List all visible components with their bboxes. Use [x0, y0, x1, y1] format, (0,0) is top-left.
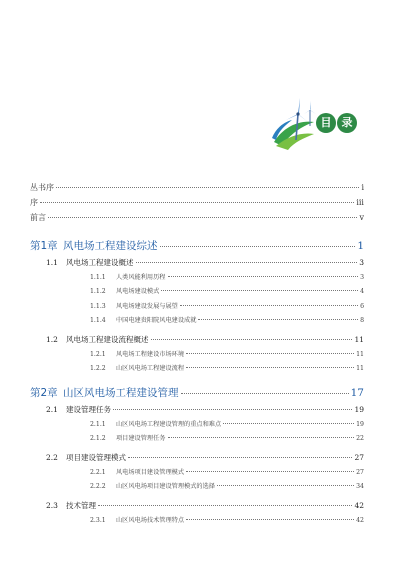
toc-leader-dots [161, 290, 358, 291]
toc-leader-dots [180, 305, 358, 306]
toc-entry-number: 1.1.2 [90, 288, 106, 295]
toc-leader-dots [198, 319, 358, 320]
toc-entry-number: 第1章 [30, 240, 58, 252]
toc-entry-number: 2.2 [46, 453, 58, 462]
toc-entry-label [90, 315, 196, 324]
toc-entry-title: 风电场工程建设综述 [63, 240, 158, 252]
toc-entry-label [46, 334, 149, 345]
toc-entry-title: 山区风电场项目建设管理模式的选择 [116, 483, 215, 490]
toc-page-number: v [359, 213, 364, 222]
toc-entry-title: 丛书序 [30, 183, 54, 192]
toc-entry-title: 人类风能利用历程 [116, 273, 166, 281]
toc-leader-dots [168, 437, 355, 438]
toc-page-number: 34 [356, 483, 364, 490]
toc-page-number: 11 [354, 335, 364, 344]
toc-section-entry[interactable] [30, 257, 364, 268]
toc-subsection-entry[interactable] [30, 515, 364, 524]
toc-section-entry[interactable] [30, 334, 364, 345]
toc-entry-number: 第2章 [30, 387, 58, 399]
toc-entry-number: 2.1.1 [90, 420, 106, 428]
toc-page-number: 6 [360, 302, 364, 310]
toc-entry-label [90, 419, 221, 428]
toc-entry-number: 2.2.2 [90, 483, 106, 490]
toc-entry-title: 风电场项目建设管理模式 [116, 468, 185, 476]
toc-subsection-entry[interactable] [30, 301, 364, 310]
toc-entry-number: 1.1.4 [90, 317, 106, 324]
toc-entry-label [90, 433, 166, 442]
toc-front-entry[interactable] [30, 182, 364, 193]
toc-leader-dots [181, 393, 349, 394]
toc-entry-label [46, 500, 96, 511]
toc-page-number: 22 [356, 435, 364, 442]
toc-entry-label [46, 404, 111, 415]
toc-page-number: 19 [354, 405, 364, 414]
toc-entry-title: 前言 [30, 213, 46, 222]
toc-chapter-entry[interactable] [30, 385, 364, 400]
toc-leader-dots [186, 471, 354, 472]
toc-page-number: iii [356, 198, 364, 207]
toc-subsection-entry[interactable] [30, 286, 364, 295]
toc-page-number: 19 [356, 420, 364, 428]
toc-entry-title: 山区风电场工程建设管理 [63, 387, 179, 399]
toc-section-entry[interactable] [30, 452, 364, 463]
toc-logo-char: 录 [337, 113, 357, 133]
toc-entry-label [90, 467, 184, 476]
toc-entry-label [90, 481, 215, 490]
toc-entry-title: 序 [30, 198, 38, 207]
toc-page-number: 11 [356, 350, 364, 358]
toc-entry-number: 1.1 [46, 258, 58, 267]
toc-page-number: 42 [354, 501, 364, 510]
toc-leader-dots [98, 505, 352, 506]
toc-entry-title: 技术管理 [66, 501, 96, 510]
toc-entry-label [90, 515, 184, 524]
toc-entry-label [90, 349, 184, 358]
toc-chapter-entry[interactable] [30, 238, 364, 253]
toc-leader-dots [113, 409, 352, 410]
toc-leader-dots [128, 457, 352, 458]
toc-page-number: 27 [354, 453, 364, 462]
toc-entry-label [90, 363, 184, 372]
toc-leader-dots [56, 187, 359, 188]
toc-subsection-entry[interactable] [30, 363, 364, 372]
toc-entry-number: 1.2.1 [90, 350, 106, 358]
toc-page-number: 3 [360, 273, 364, 281]
toc-entry-title: 风电场工程建设概述 [66, 258, 134, 267]
toc-page-number: 11 [356, 365, 364, 372]
toc-entry-number: 2.1.2 [90, 435, 106, 442]
toc-logo [270, 96, 370, 152]
toc-entry-title: 风电场建设模式 [116, 288, 160, 295]
toc-section-entry[interactable] [30, 500, 364, 511]
toc-leader-dots [186, 519, 354, 520]
toc-page-number: 42 [356, 516, 364, 524]
toc-entry-title: 山区风电场工程建设管理的重点和难点 [116, 420, 222, 428]
toc-entry-number: 2.3.1 [90, 516, 106, 524]
toc-front-entry[interactable] [30, 197, 364, 208]
toc-entry-label [30, 182, 54, 193]
toc-page-number: 27 [356, 468, 364, 476]
toc-subsection-entry[interactable] [30, 349, 364, 358]
toc-entry-number: 2.2.1 [90, 468, 106, 476]
toc-front-entry[interactable] [30, 212, 364, 223]
toc-page-number: 3 [359, 258, 364, 267]
toc-entry-label [46, 452, 126, 463]
toc-leader-dots [168, 276, 359, 277]
toc-page-number: 8 [360, 317, 364, 324]
toc-entry-number: 1.2 [46, 335, 58, 344]
toc-entry-label [90, 272, 166, 281]
toc-leader-dots [151, 339, 353, 340]
toc-entry-label [30, 238, 158, 253]
toc-subsection-entry[interactable] [30, 419, 364, 428]
toc-leader-dots [40, 202, 354, 203]
toc-logo-char: 目 [316, 113, 336, 133]
toc-entry-number: 1.1.1 [90, 273, 106, 281]
toc-subsection-entry[interactable] [30, 433, 364, 442]
toc-entry-title: 建设管理任务 [66, 405, 111, 414]
toc-entry-title: 山区风电场技术管理特点 [116, 516, 185, 524]
toc-entry-label [30, 212, 46, 223]
toc-subsection-entry[interactable] [30, 481, 364, 490]
toc-entry-number: 1.2.2 [90, 365, 106, 372]
toc-entry-title: 风电场建设发展与展望 [116, 302, 178, 310]
toc-leader-dots [136, 262, 358, 263]
toc-entry-title: 项目建设管理任务 [116, 435, 166, 442]
toc-leader-dots [160, 246, 356, 247]
toc-entry-label [46, 257, 134, 268]
toc-subsection-entry[interactable] [30, 272, 364, 281]
toc-entry-title: 风电场工程建设市场环境 [116, 350, 185, 358]
toc-entry-number: 2.3 [46, 501, 58, 510]
toc-entry-title: 山区风电场工程建设流程 [116, 365, 185, 372]
toc-leader-dots [217, 485, 354, 486]
toc-subsection-entry[interactable] [30, 467, 364, 476]
toc-entry-label [30, 385, 179, 400]
toc-entry-number: 2.1 [46, 405, 58, 414]
toc-entry-label [90, 286, 159, 295]
toc-entry-label [90, 301, 178, 310]
toc-page-number: 17 [350, 387, 364, 399]
toc-entry-number: 1.1.3 [90, 302, 106, 310]
toc-page-number: i [361, 183, 364, 192]
toc-entry-label [30, 197, 38, 208]
toc-leader-dots [186, 367, 354, 368]
toc-section-entry[interactable] [30, 404, 364, 415]
toc-leader-dots [186, 353, 354, 354]
toc-page-number: 4 [360, 288, 364, 295]
toc-leader-dots [48, 217, 357, 218]
toc-leader-dots [223, 423, 354, 424]
toc-entry-title: 中国电建贵阳院风电建设成就 [116, 317, 197, 324]
toc-entry-title: 项目建设管理模式 [66, 453, 126, 462]
toc-entry-title: 风电场工程建设流程概述 [66, 335, 149, 344]
toc-page-number: 1 [357, 240, 364, 252]
toc-subsection-entry[interactable] [30, 315, 364, 324]
